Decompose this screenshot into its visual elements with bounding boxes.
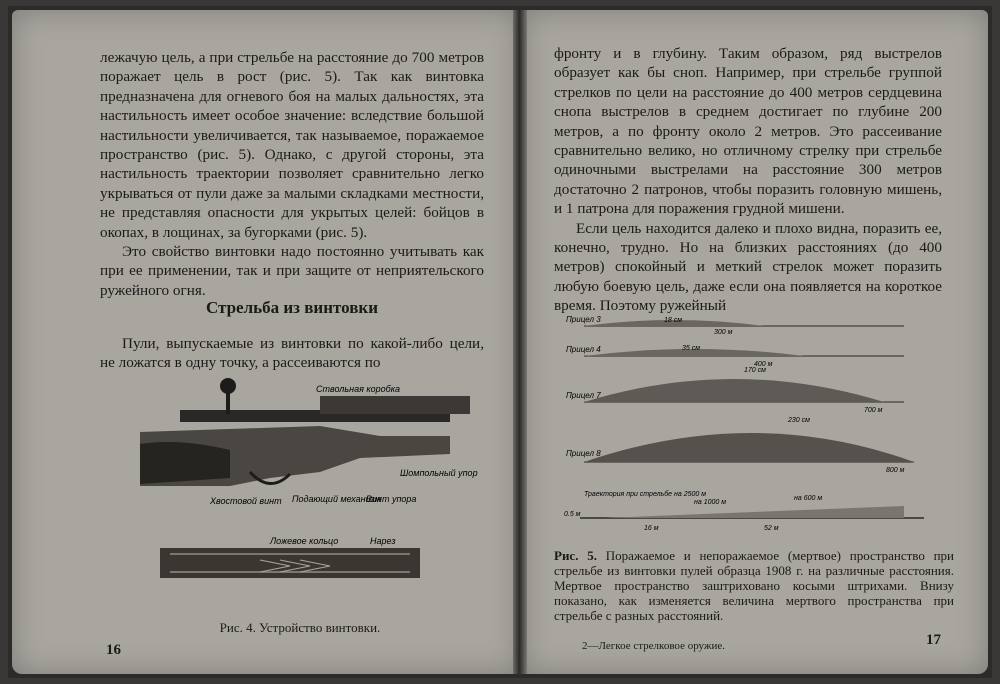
label-tail-screw: Хвостовой винт [210,496,282,506]
label-800m: 800 м [886,467,905,474]
label-0-5m: 0.5 м [564,511,581,518]
book-gutter [513,10,527,674]
page-number-right: 17 [926,632,941,648]
label-35cm: 35 см [682,345,701,352]
paragraph: Это свойство винтовки надо постоянно учитывать как при ее применении, так и при защите от неприятельского ружейного огня. [100,243,484,299]
paragraph: лежачую цель, а при стрельбе на расстояние до 700 метров поражает цель в рост (рис. 5). Так как винтовка предназначена для огневого боя на малых дальностях, эта настильность имеет особое значение: вследствие большой настильности увеличивается, так называемое, поражаемое пространство (рис. 5). Однако, с другой стороны, эта настильность траектории позволяет сравнительно легко укрываться от пули даже за малыми складками местности, не представляя опасности для укрытых целей: бойцов в окопах, в лощинах, за бугорками (рис. 5). [100,49,484,241]
label-stop-screw: Винт упора [366,494,417,504]
label-18cm: 18 см [664,317,683,324]
label-700m: 700 м [864,407,883,414]
label-sight8: Прицел 8 [566,449,601,458]
label-170cm: 170 см [744,367,766,374]
caption-text: Поражаемое и непоражаемое (мертвое) пространство при стрельбе из винтовки пулей образца 1908 г. на различные расстояния. Мертвое пространство заштриховано косыми штрихами. Внизу показано, как изменяется величина мертвого пространства при стрельбе с разных расстояний. [554,548,955,623]
caption-lead: Рис. 5. [554,548,597,563]
rifle-diagram [120,374,480,610]
label-receiver: Ствольная коробка [316,384,400,394]
paragraph-text: Пули, выпускаемые из винтовки по какой-либо цели, не ложатся в одну точку, а рассеиваются по [100,335,484,372]
left-body-text [100,48,484,300]
page-number-left: 16 [106,642,121,658]
right-body-text [554,44,942,316]
label-cleaning-rod: Шомпольный упор [400,468,478,478]
page-footer: 2—Легкое стрелковое оружие. [582,640,726,652]
label-400m: 400 м [754,361,773,368]
section-title: Стрельба из винтовки [205,298,378,317]
paragraph: Если цель находится далеко и плохо видна, поразить ее, конечно, трудно. Но на близких расстояниях (до 400 метров) спокойный и меткий стрелок может поразить любую боевую цель, даже если она появляется на короткое время. Поэтому ружейный [554,219,942,315]
label-sight4: Прицел 4 [566,345,601,354]
label-feed: Подающий механизм [292,494,381,504]
figure-caption: Рис. 4. Устройство винтовки. [219,620,381,635]
figure-caption [554,548,954,623]
label-16m: 16 м [644,525,659,532]
label-1000m: на 1000 м [694,499,727,506]
label-600m: на 600 м [794,495,823,502]
label-bed-ring: Ложевое кольцо [270,536,339,546]
label-52m: 52 м [764,525,779,532]
label-trajectory: Траектория при стрельбе на 2500 м [584,491,707,498]
label-230cm: 230 см [788,417,810,424]
trajectory-diagram [564,300,934,536]
paragraph: фронту и в глубину. Таким образом, ряд выстрелов образует как бы сноп. Например, при стрельбе группой стрелков по цели на расстояние до 400 метров сердцевина снопа выстрелов в среднем достигает по глубине 200 метров, а по фронту около 2 метров. Это рассеивание сравнительно велико, но отличному стрелку при стрельбе одиночными выстрелами на расстояние 300 метров достаточно 2 патронов, чтобы поразить головную мишень, и 1 патрона для поражения грудной мишени. [554,45,942,218]
label-300m: 300 м [714,329,733,336]
label-rifling: Нарез [370,536,396,546]
label-sight7: Прицел 7 [566,391,601,400]
label-sight3: Прицел 3 [566,315,601,324]
paragraph [100,334,484,373]
